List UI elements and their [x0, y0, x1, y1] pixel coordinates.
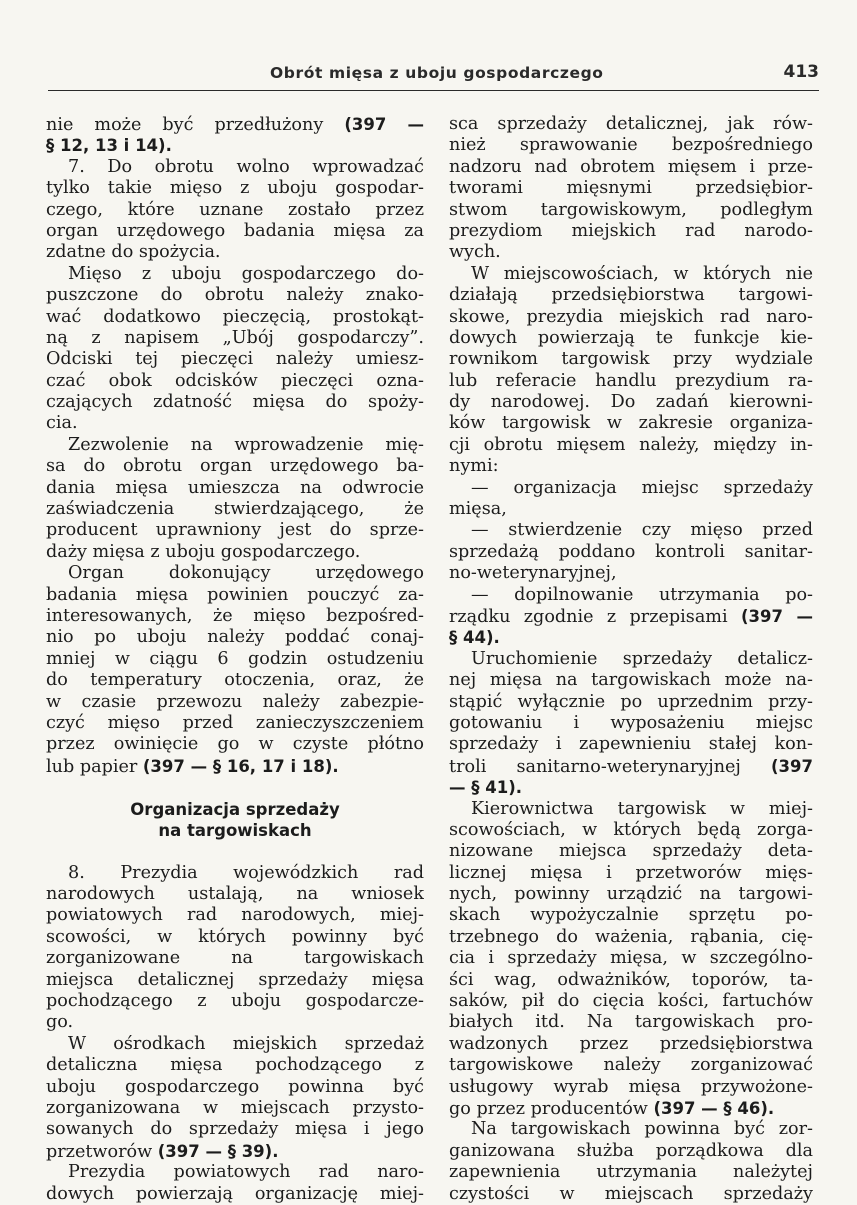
right-column	[449, 114, 813, 1205]
text-line: W miejscowościach, w których nie	[471, 263, 813, 284]
text-line: wać dodatkowo pieczęcią, prostokąt-	[46, 306, 424, 327]
text-line: sowanych do sprzedaży mięsa i jego	[46, 1119, 424, 1140]
text-line: Odciski tej pieczęci należy umiesz-	[46, 349, 424, 370]
section-heading-line: Organizacja sprzedaży	[130, 799, 340, 819]
text-line: licznej mięsa i przetworów mięs-	[449, 862, 813, 883]
text-line: 8. Prezydia wojewódzkich rad	[68, 862, 424, 883]
blank-line	[46, 841, 424, 862]
text-line: puszczone do obrotu należy znako-	[46, 285, 424, 306]
text-line: tylko takie mięso z uboju gospodar-	[46, 178, 424, 199]
text-line: cji obrotu mięsem należy, między in-	[449, 434, 813, 455]
text-line: nio po uboju należy poddać conaj-	[46, 627, 424, 648]
text-line: dowych powierzają organizację miej-	[46, 1183, 424, 1204]
text-line: działają przedsiębiorstwa targowi-	[449, 285, 813, 306]
text-line: zorganizowane na targowiskach	[46, 948, 424, 969]
text-line: zorganizowana w miejscach przysto-	[46, 1097, 424, 1118]
text-line: sa do obrotu organ urzędowego ba-	[46, 456, 424, 477]
blank-line	[46, 777, 424, 798]
text-line: no-weterynaryjnej,	[449, 563, 617, 584]
text-line: Organ dokonujący urzędowego	[68, 563, 424, 584]
text-line: ną z napisem „Ubój gospodarczy”.	[46, 327, 424, 348]
left-column	[46, 114, 424, 1205]
text-line: przetworów (397 — § 39).	[46, 1141, 279, 1162]
text-line: Mięso z uboju gospodarczego do-	[68, 263, 424, 284]
text-line: — organizacja miejsc sprzedaży	[471, 477, 813, 498]
text-line: nie może być przedłużony (397 —	[46, 115, 424, 135]
text-line: gotowaniu i wyposażeniu miejsc	[449, 712, 813, 733]
text-line: czystości w miejscach sprzedaży	[449, 1183, 813, 1204]
text-line: rządku zgodnie z przepisami (397 —	[449, 606, 813, 627]
text-line: W ośrodkach miejskich sprzedaż	[68, 1033, 424, 1054]
text-line: wadzonych przez przedsiębiorstwa	[449, 1033, 813, 1054]
text-line: czyć mięso przed zanieczyszczeniem	[46, 712, 424, 733]
text-line: usługowy wyrab mięsa przywożone-	[449, 1076, 813, 1097]
text-line: uboju gospodarczego powinna być	[46, 1076, 424, 1097]
text-line: ści wag, odważników, toporów, ta-	[449, 969, 813, 990]
text-line: sprzedaży i zapewnieniu stałej kon-	[449, 734, 813, 755]
text-line: wych.	[449, 242, 501, 263]
text-line: nież sprawowanie bezpośredniego	[449, 135, 813, 156]
text-line: producent uprawniony jest do sprze-	[46, 520, 424, 541]
text-line: powiatowych rad narodowych, miej-	[46, 905, 424, 926]
text-line: Uruchomienie sprzedaży detalicz-	[471, 648, 813, 669]
text-line: nych, powinny urządzić na targowi-	[449, 884, 813, 905]
text-line: zapewnienia utrzymania należytej	[449, 1162, 813, 1183]
text-line: interesowanych, że mięso bezpośred-	[46, 605, 424, 626]
text-line: troli sanitarno-weterynaryjnej (397	[449, 756, 813, 777]
text-line: stąpić wyłącznie po uprzednim przy-	[449, 691, 813, 712]
text-line: białych itd. Na targowiskach pro-	[449, 1012, 813, 1033]
text-line: ków targowisk w zakresie organiza-	[449, 413, 813, 434]
text-line: trzebnego do ważenia, rąbania, cię-	[449, 926, 813, 947]
text-line: scowości, w których powinny być	[46, 926, 424, 947]
text-line: nymi:	[449, 456, 499, 477]
text-line: dania mięsa umieszcza na odwrocie	[46, 477, 424, 498]
text-line: miejsca detalicznej sprzedaży mięsa	[46, 969, 424, 990]
text-line: — stwierdzenie czy mięso przed	[471, 520, 813, 541]
text-line: rownikom targowisk przy wydziale	[449, 349, 813, 370]
text-line: detaliczna mięsa pochodzącego z	[46, 1055, 424, 1076]
text-line: mięsa,	[449, 499, 507, 520]
text-line: nizowane miejsca sprzedaży deta-	[449, 841, 813, 862]
text-line: dowych powierzają te funkcje kie-	[449, 327, 813, 348]
page-header	[48, 56, 819, 91]
text-line: czego, które uznane zostało przez	[46, 199, 424, 220]
text-line: targowiskowe należy zorganizować	[449, 1055, 813, 1076]
text-line: badania mięsa powinien pouczyć za-	[46, 584, 424, 605]
text-line: skowe, prezydia miejskich rad naro-	[449, 306, 813, 327]
text-line: nadzoru nad obrotem mięsem i prze-	[449, 156, 813, 177]
text-line: skach wypożyczalnie sprzętu po-	[449, 905, 813, 926]
text-line: § 44).	[449, 628, 500, 648]
text-line: lub papier (397 — § 16, 17 i 18).	[46, 756, 339, 777]
text-line: nej mięsa na targowiskach może na-	[449, 670, 813, 691]
text-line: go przez producentów (397 — § 46).	[449, 1098, 775, 1119]
text-line: mniej w ciągu 6 godzin ostudzeniu	[46, 648, 424, 669]
text-line: prezydiom miejskich rad narodo-	[449, 220, 813, 241]
text-line: Kierownictwa targowisk w miej-	[471, 798, 813, 819]
text-line: narodowych ustalają, na wniosek	[46, 884, 424, 905]
text-line: tworami mięsnymi przedsiębior-	[449, 178, 813, 199]
text-line: dy narodowej. Do zadań kierowni-	[449, 392, 813, 413]
text-line: czających zdatność mięsa do spoży-	[46, 392, 424, 413]
text-line: lub referacie handlu prezydium ra-	[449, 370, 813, 391]
text-line: zaświadczenia stwierdzającego, że	[46, 499, 424, 520]
page-number: 413	[783, 62, 819, 82]
text-line: go.	[46, 1012, 74, 1033]
text-line: w czasie przewozu należy zabezpie-	[46, 691, 424, 712]
text-line: Prezydia powiatowych rad naro-	[68, 1162, 424, 1183]
text-line: zdatne do spożycia.	[46, 242, 221, 263]
text-line: cia i sprzedaży mięsa, w szczególno-	[449, 948, 813, 969]
text-line: przez owinięcie go w czyste płótno	[46, 734, 424, 755]
text-line: organ urzędowego badania mięsa za	[46, 220, 424, 241]
text-line: sca sprzedaży detalicznej, jak rów-	[449, 114, 813, 134]
text-line: stwom targowiskowym, podległym	[449, 199, 813, 220]
text-line: do temperatury otoczenia, oraz, że	[46, 670, 424, 691]
text-line: scowościach, w których będą zorga-	[449, 819, 813, 840]
text-line: cia.	[46, 413, 78, 434]
text-line: czać obok odcisków pieczęci ozna-	[46, 370, 424, 391]
text-line: sprzedażą poddano kontroli sanitar-	[449, 541, 813, 562]
text-line: ganizowana służba porządkowa dla	[449, 1140, 813, 1161]
text-line: Zezwolenie na wprowadzenie mię-	[68, 434, 424, 455]
text-line: 7. Do obrotu wolno wprowadzać	[68, 156, 424, 177]
text-line: saków, pił do cięcia kości, fartuchów	[449, 991, 813, 1012]
text-line: — § 41).	[449, 778, 523, 798]
text-line: — dopilnowanie utrzymania po-	[471, 584, 813, 605]
text-line: § 12, 13 i 14).	[46, 136, 172, 156]
text-line: daży mięsa z uboju gospodarczego.	[46, 541, 361, 562]
text-line: Na targowiskach powinna być zor-	[471, 1119, 813, 1140]
text-line: pochodzącego z uboju gospodarcze-	[46, 991, 424, 1012]
running-title: Obrót mięsa z uboju gospodarczego	[270, 64, 604, 82]
section-heading-line: na targowiskach	[158, 820, 312, 840]
